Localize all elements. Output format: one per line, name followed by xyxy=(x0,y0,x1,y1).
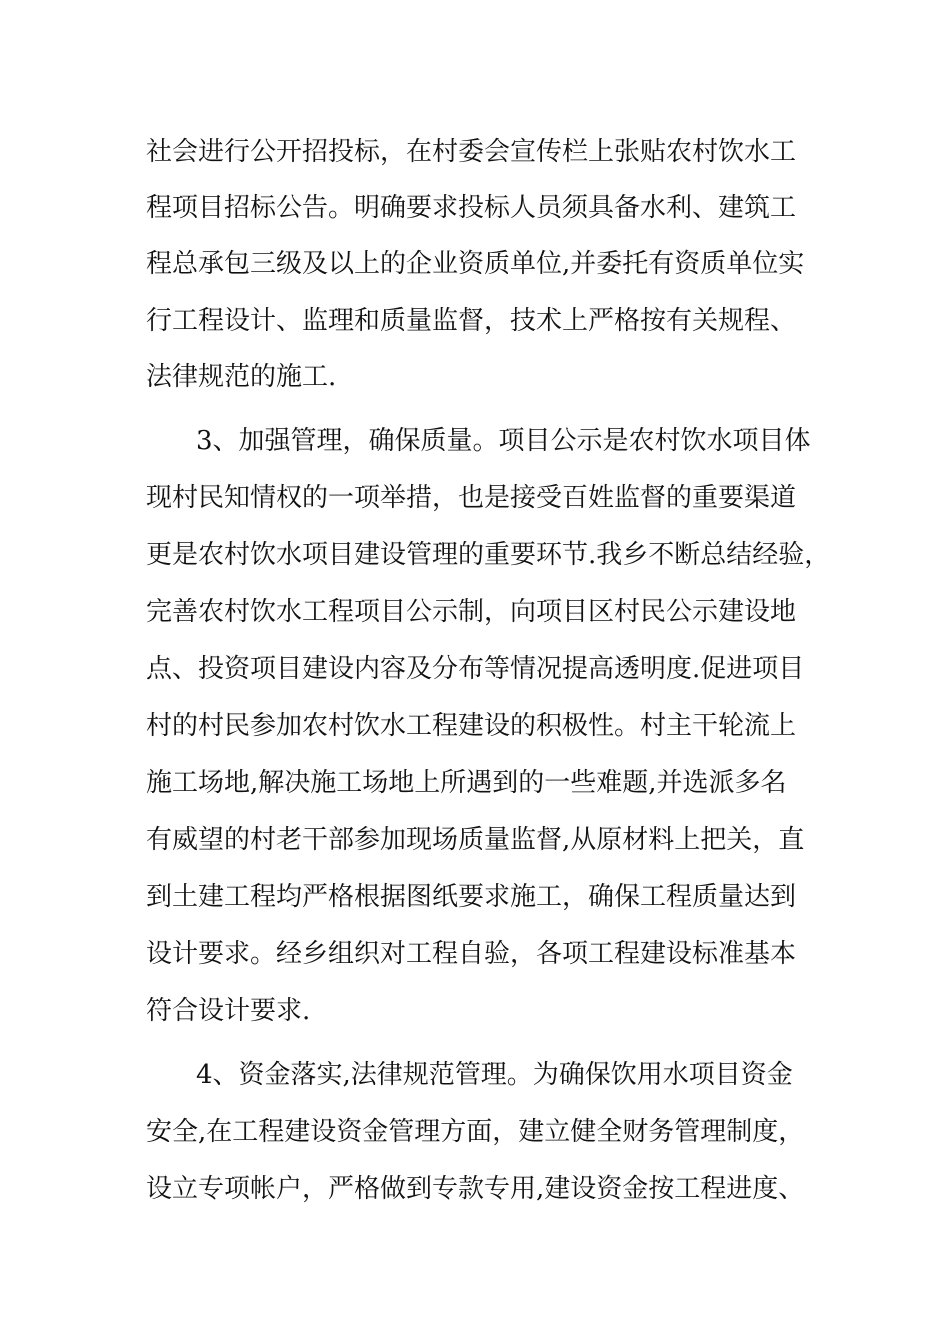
text-line: 更是农村饮水项目建设管理的重要环节.我乡不断总结经验， xyxy=(146,540,831,570)
paragraph-3-first-line: 3、加强管理，确保质量。项目公示是农村饮水项目体 xyxy=(196,426,811,456)
text-line: 程总承包三级及以上的企业资质单位,并委托有资质单位实 xyxy=(146,249,805,279)
text-line: 社会进行公开招投标，在村委会宣传栏上张贴农村饮水工 xyxy=(146,137,797,167)
text-line: 村的村民参加农村饮水工程建设的积极性。村主干轮流上 xyxy=(146,711,797,741)
text-line: 法律规范的施工. xyxy=(146,362,337,392)
text-line: 现村民知情权的一项举措，也是接受百姓监督的重要渠道 xyxy=(146,483,797,513)
text-line: 点、投资项目建设内容及分布等情况提高透明度.促进项目 xyxy=(146,654,805,684)
paragraph-4-first-line: 4、资金落实,法律规范管理。为确保饮用水项目资金 xyxy=(196,1060,793,1090)
text-line: 施工场地,解决施工场地上所遇到的一些难题,并选派多名 xyxy=(146,768,787,798)
text-line: 设立专项帐户，严格做到专款专用,建设资金按工程进度、 xyxy=(146,1174,805,1204)
text-line: 安全,在工程建设资金管理方面，建立健全财务管理制度， xyxy=(146,1117,805,1147)
text-line: 符合设计要求. xyxy=(146,996,311,1026)
text-line: 到土建工程均严格根据图纸要求施工，确保工程质量达到 xyxy=(146,882,797,912)
text-line: 完善农村饮水工程项目公示制，向项目区村民公示建设地 xyxy=(146,597,797,627)
text-line: 行工程设计、监理和质量监督，技术上严格按有关规程、 xyxy=(146,306,797,336)
text-line: 有威望的村老干部参加现场质量监督,从原材料上把关，直 xyxy=(146,825,805,855)
text-line: 程项目招标公告。明确要求投标人员须具备水利、建筑工 xyxy=(146,193,797,223)
text-line: 设计要求。经乡组织对工程自验，各项工程建设标准基本 xyxy=(146,939,797,969)
